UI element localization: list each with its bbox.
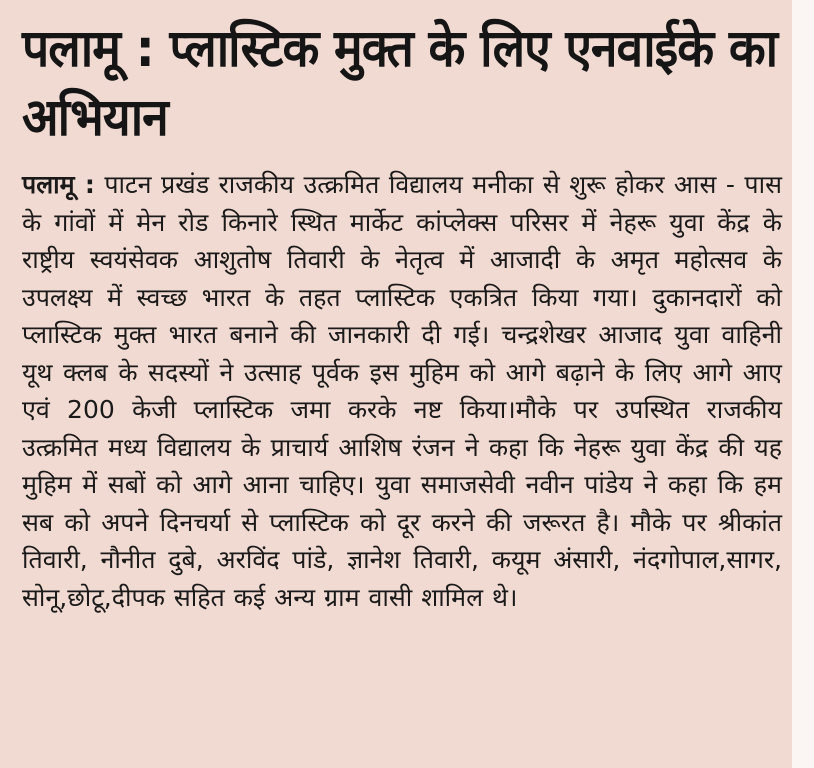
dateline: पलामू :: [22, 170, 95, 199]
page-margin: [792, 0, 814, 768]
headline: पलामू : प्लास्टिक मुक्त के लिए एनवाईके का अभियान: [22, 18, 778, 148]
article-body-text: पाटन प्रखंड राजकीय उत्क्रमित विद्यालय मनीका से शुरू होकर आस - पास के गांवों में मेन रोड किनारे स्थित मार्केट कांप्लेक्स परिसर में नेहरू युवा केंद्र के राष्ट्रीय स्वयंसेवक आशुतोष तिवारी के नेतृत्व में आजादी के अमृत महोत्सव के उपलक्ष्य में स्वच्छ भारत के तहत प्लास्टिक एकत्रित किया गया। दुकानदारों को प्लास्टिक मुक्त भारत बनाने की जानकारी दी गई। चन्द्रशेखर आजाद युवा वाहिनी यूथ क्लब के सदस्यों ने उत्साह पूर्वक इस मुहिम को आगे बढ़ाने के लिए आगे आए एवं 200 केजी प्लास्टिक जमा करके नष्ट किया।मौके पर उपस्थित राजकीय उत्क्रमित मध्य विद्यालय के प्राचार्य आशिष रंजन ने कहा कि नेहरू युवा केंद्र की यह मुहिम में सबों को आगे आना चाहिए। युवा समाजसेवी नवीन पांडेय ने कहा कि हम सब को अपने दिनचर्या से प्लास्टिक को दूर करने की जरूरत है। मौके पर श्रीकांत तिवारी, नौनीत दुबे, अरविंद पांडे, ज्ञानेश तिवारी, कयूम अंसारी, नंदगोपाल,सागर, सोनू,छोटू,दीपक सहित कई अन्य ग्राम वासी शामिल थे।: [22, 170, 782, 612]
article-body: [22, 166, 782, 616]
